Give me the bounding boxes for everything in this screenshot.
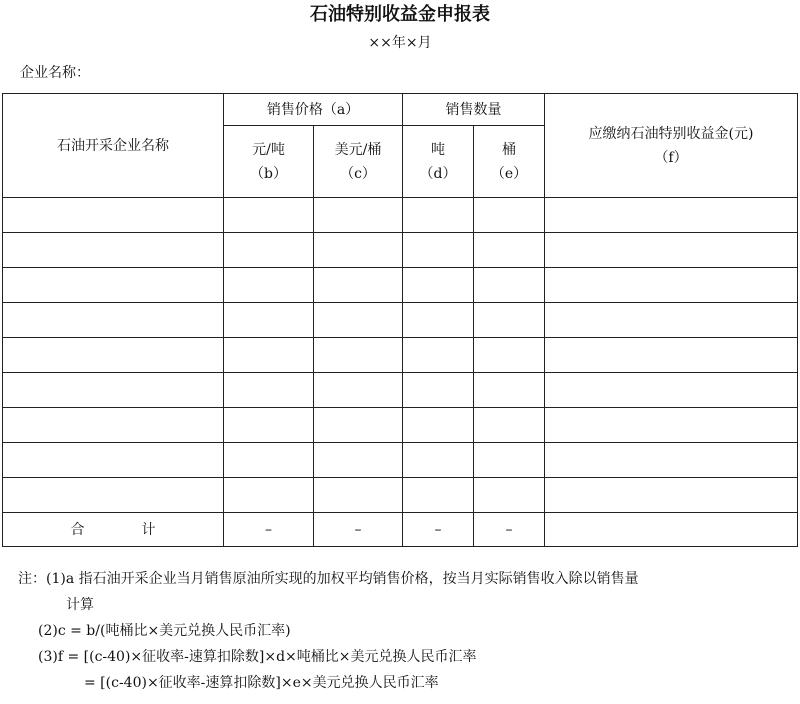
cell-company[interactable] — [3, 233, 224, 268]
company-name-label: 企业名称： — [20, 65, 90, 81]
cell-usd-per-barrel[interactable] — [314, 268, 403, 303]
cell-yuan-per-ton[interactable] — [224, 443, 314, 478]
declaration-table — [2, 93, 798, 547]
cell-company[interactable] — [3, 478, 224, 513]
cell-usd-per-barrel[interactable] — [314, 408, 403, 443]
cell-tons[interactable] — [403, 373, 474, 408]
cell-usd-per-barrel[interactable] — [314, 373, 403, 408]
cell-company[interactable] — [3, 303, 224, 338]
table-row — [3, 303, 798, 338]
cell-usd-per-barrel[interactable] — [314, 198, 403, 233]
cell-yuan-per-ton[interactable] — [224, 408, 314, 443]
cell-tons[interactable] — [403, 198, 474, 233]
cell-usd-per-barrel[interactable] — [314, 303, 403, 338]
cell-barrels[interactable] — [474, 198, 545, 233]
cell-amount[interactable] — [545, 233, 798, 268]
header-usd-per-barrel-label: 美元/桶 — [334, 141, 382, 158]
form-title: 石油特别收益金申报表 — [310, 4, 490, 25]
table-row — [3, 478, 798, 513]
total-usd-per-barrel: – — [314, 513, 403, 547]
cell-amount[interactable] — [545, 198, 798, 233]
cell-yuan-per-ton[interactable] — [224, 303, 314, 338]
header-sales-quantity: 销售数量 — [403, 94, 545, 126]
cell-barrels[interactable] — [474, 268, 545, 303]
cell-company[interactable] — [3, 408, 224, 443]
cell-tons[interactable] — [403, 338, 474, 373]
total-tons: – — [403, 513, 474, 547]
header-barrels-label: 桶 — [502, 141, 517, 158]
total-row — [3, 513, 798, 547]
total-label-part-2: 计 — [141, 521, 156, 538]
header-amount — [545, 94, 798, 198]
table-row — [3, 408, 798, 443]
header-tons-label: 吨 — [431, 141, 446, 158]
cell-usd-per-barrel[interactable] — [314, 233, 403, 268]
cell-barrels[interactable] — [474, 373, 545, 408]
table-row — [3, 338, 798, 373]
header-tons — [403, 126, 474, 198]
total-barrels: – — [474, 513, 545, 547]
cell-barrels[interactable] — [474, 303, 545, 338]
header-tons-code: （d） — [419, 165, 457, 182]
cell-amount[interactable] — [545, 373, 798, 408]
table-row — [3, 268, 798, 303]
report-period: ××年×月 — [368, 35, 432, 51]
cell-yuan-per-ton[interactable] — [224, 233, 314, 268]
cell-barrels[interactable] — [474, 408, 545, 443]
cell-company[interactable] — [3, 443, 224, 478]
cell-barrels[interactable] — [474, 443, 545, 478]
cell-tons[interactable] — [403, 303, 474, 338]
header-barrels — [474, 126, 545, 198]
note-2: (2)c = b/(吨桶比×美元兑换人民币汇率) — [38, 623, 291, 639]
header-sales-price: 销售价格（a） — [224, 94, 403, 126]
cell-amount[interactable] — [545, 303, 798, 338]
cell-usd-per-barrel[interactable] — [314, 478, 403, 513]
cell-amount[interactable] — [545, 478, 798, 513]
note-4: = [(c-40)×征收率-速算扣除数]×e×美元兑换人民币汇率 — [84, 675, 439, 691]
cell-amount[interactable] — [545, 443, 798, 478]
note-1: 注：(1)a 指石油开采企业当月销售原油所实现的加权平均销售价格，按当月实际销售收入除以销售量 — [18, 571, 639, 587]
cell-yuan-per-ton[interactable] — [224, 478, 314, 513]
note-3: (3)f = [(c-40)×征收率-速算扣除数]×d×吨桶比×美元兑换人民币汇率 — [38, 649, 477, 665]
header-amount-code: （f） — [654, 149, 688, 166]
cell-barrels[interactable] — [474, 478, 545, 513]
cell-tons[interactable] — [403, 233, 474, 268]
cell-amount[interactable] — [545, 408, 798, 443]
total-label-part-1: 合 — [70, 521, 85, 538]
cell-yuan-per-ton[interactable] — [224, 198, 314, 233]
header-yuan-per-ton-code: （b） — [250, 165, 287, 182]
cell-company[interactable] — [3, 268, 224, 303]
cell-amount[interactable] — [545, 268, 798, 303]
table-row — [3, 443, 798, 478]
cell-company[interactable] — [3, 338, 224, 373]
header-yuan-per-ton-label: 元/吨 — [252, 141, 285, 158]
table-row — [3, 373, 798, 408]
total-label — [3, 513, 224, 547]
table-row — [3, 233, 798, 268]
notes — [18, 566, 798, 696]
header-usd-per-barrel-code: （c） — [340, 165, 376, 182]
total-amount[interactable] — [545, 513, 798, 547]
cell-yuan-per-ton[interactable] — [224, 338, 314, 373]
cell-yuan-per-ton[interactable] — [224, 373, 314, 408]
cell-tons[interactable] — [403, 268, 474, 303]
header-usd-per-barrel — [314, 126, 403, 198]
header-yuan-per-ton — [224, 126, 314, 198]
note-1-continued: 计算 — [66, 597, 94, 613]
cell-usd-per-barrel[interactable] — [314, 338, 403, 373]
cell-tons[interactable] — [403, 478, 474, 513]
cell-barrels[interactable] — [474, 233, 545, 268]
header-barrels-code: （e） — [490, 165, 528, 182]
total-yuan-per-ton: – — [224, 513, 314, 547]
cell-barrels[interactable] — [474, 338, 545, 373]
cell-tons[interactable] — [403, 443, 474, 478]
cell-tons[interactable] — [403, 408, 474, 443]
cell-usd-per-barrel[interactable] — [314, 443, 403, 478]
table-row — [3, 198, 798, 233]
cell-company[interactable] — [3, 373, 224, 408]
header-company: 石油开采企业名称 — [3, 94, 224, 198]
cell-yuan-per-ton[interactable] — [224, 268, 314, 303]
cell-amount[interactable] — [545, 338, 798, 373]
header-amount-label: 应缴纳石油特别收益金(元) — [588, 125, 754, 142]
cell-company[interactable] — [3, 198, 224, 233]
